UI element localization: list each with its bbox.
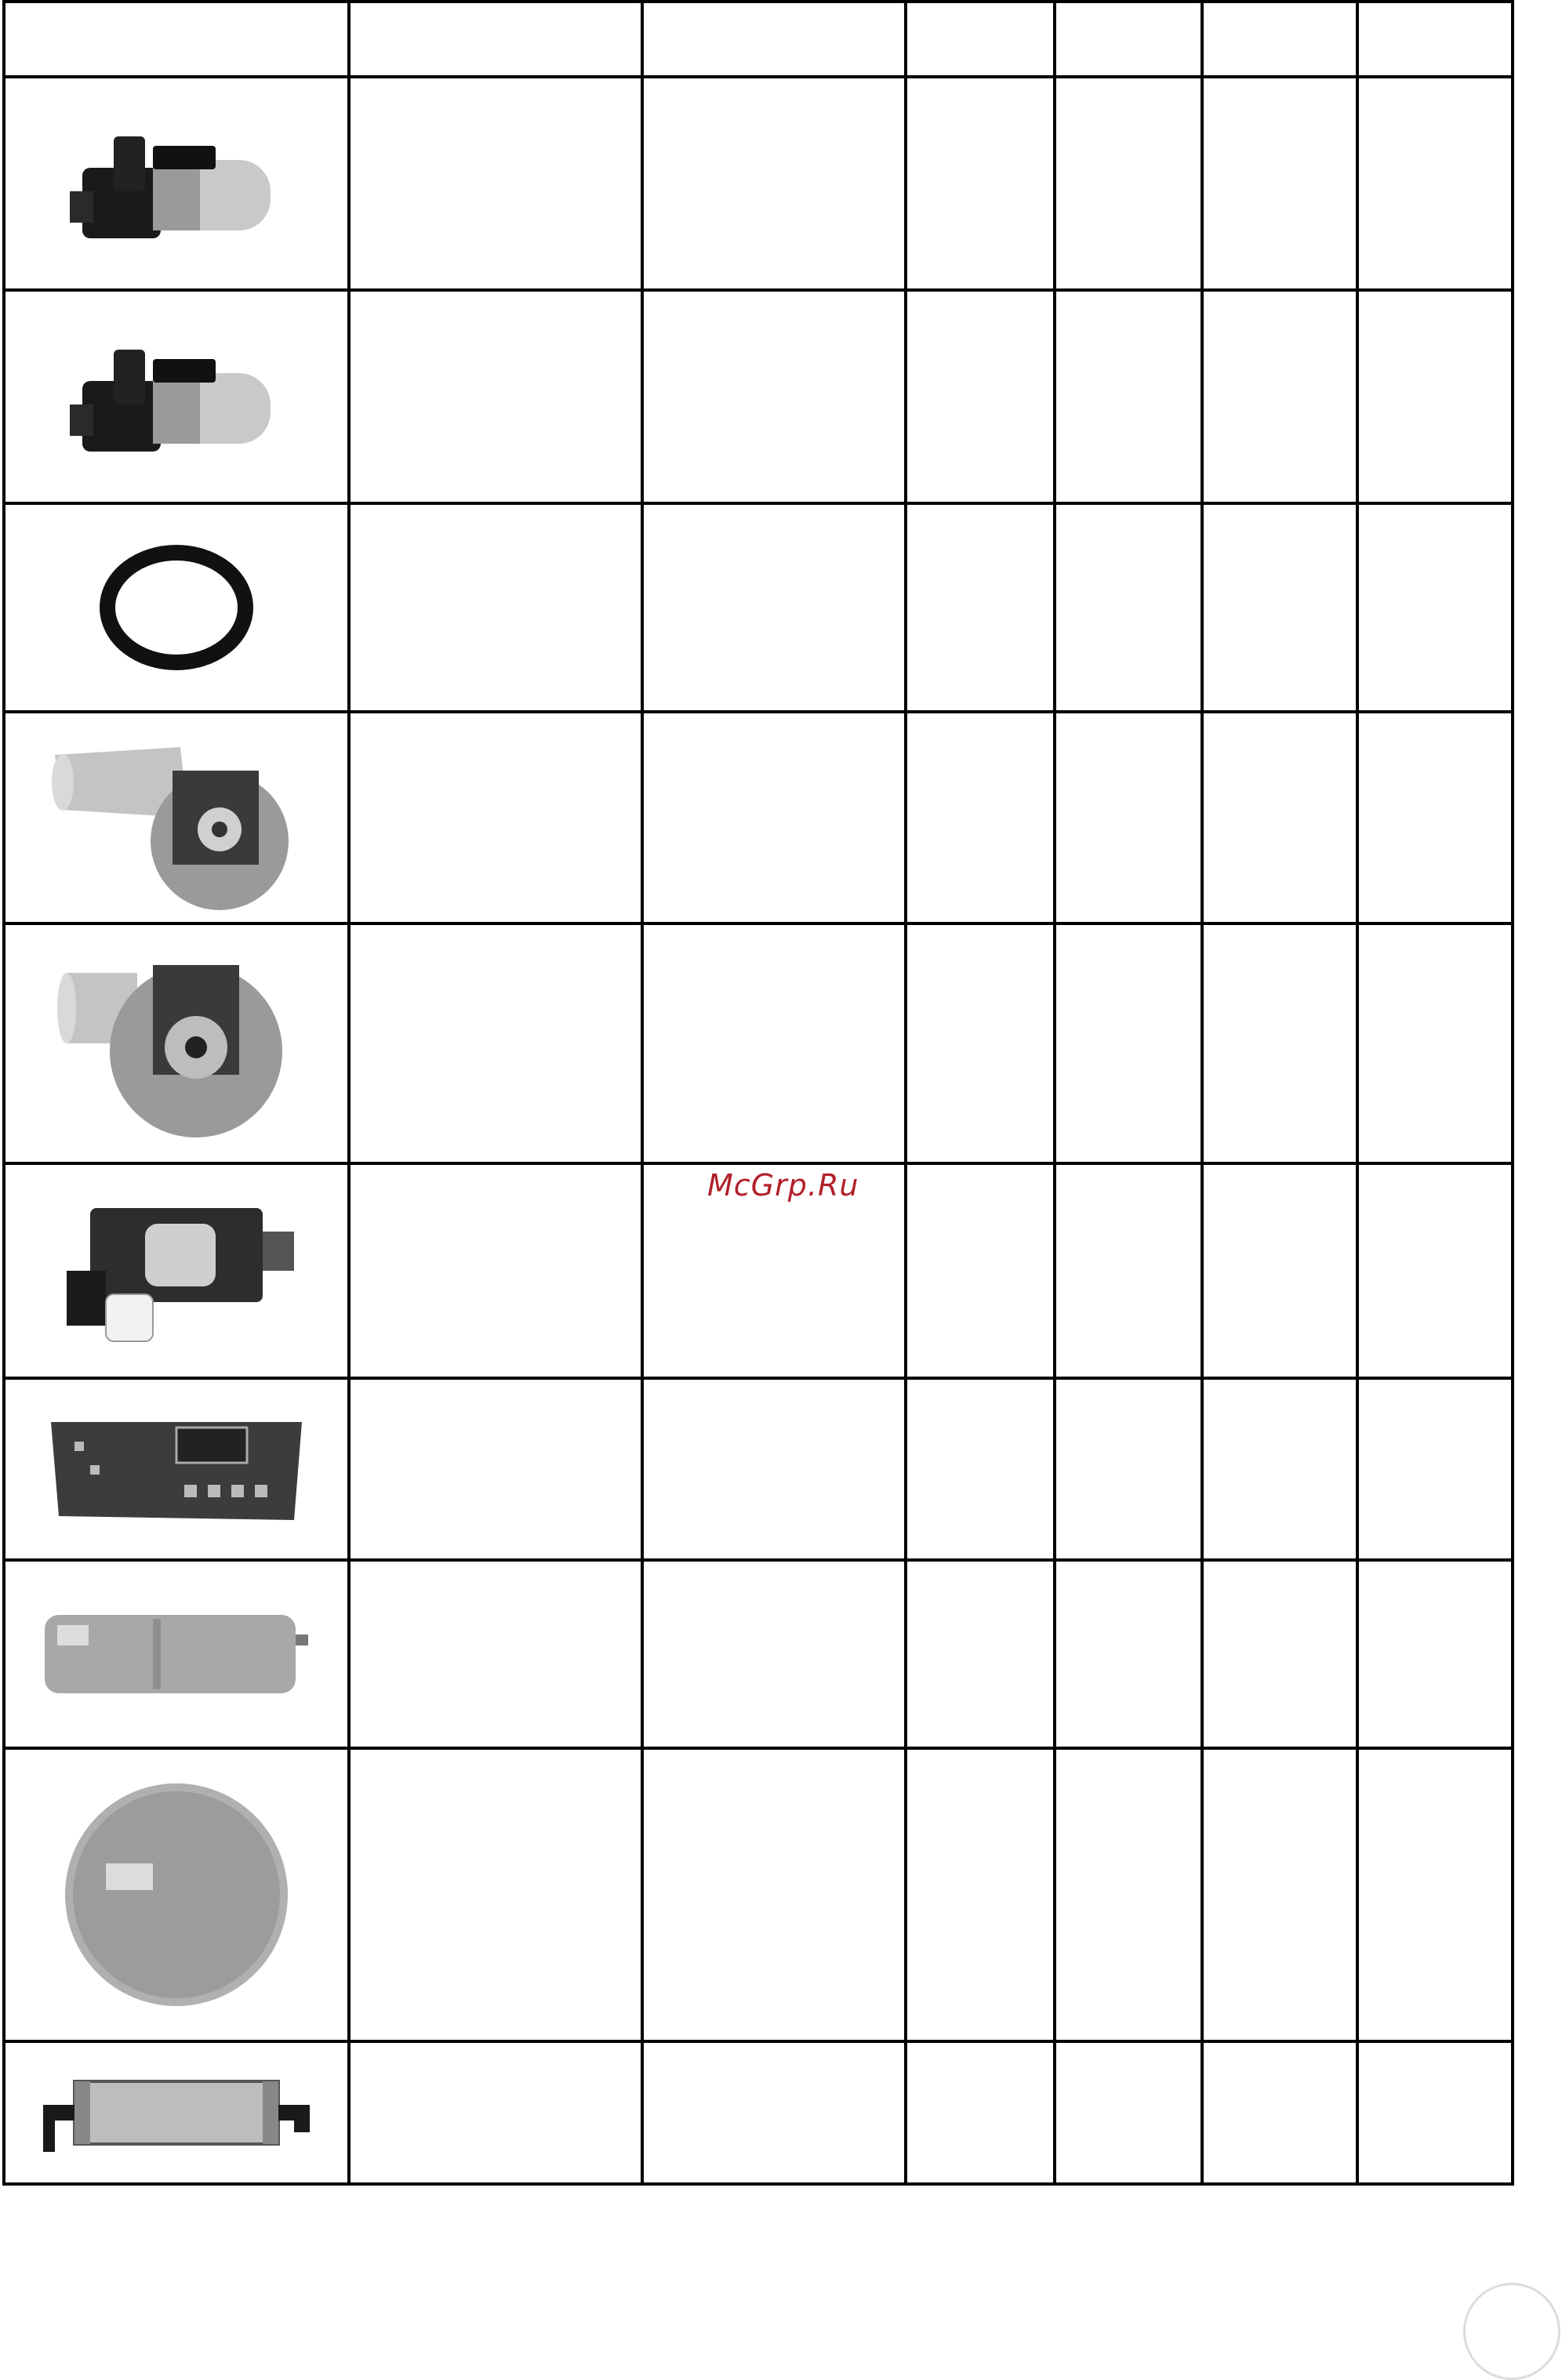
data-cell — [906, 290, 1055, 503]
data-cell — [1357, 290, 1513, 503]
header-cell — [4, 2, 349, 77]
header-cell — [906, 2, 1055, 77]
data-cell — [642, 1560, 906, 1748]
data-cell — [1055, 77, 1202, 290]
data-cell — [906, 712, 1055, 923]
data-cell — [1202, 1163, 1357, 1378]
data-cell — [349, 77, 642, 290]
table-row — [4, 77, 1513, 290]
data-cell — [1357, 1560, 1513, 1748]
data-cell — [1202, 1748, 1357, 2041]
data-cell — [906, 923, 1055, 1163]
data-cell — [349, 290, 642, 503]
data-cell — [906, 1163, 1055, 1378]
part-image-cell — [4, 290, 349, 503]
part-image-cell — [4, 77, 349, 290]
table-header-row — [4, 2, 1513, 77]
data-cell — [1357, 2041, 1513, 2184]
data-cell — [642, 2041, 906, 2184]
data-cell — [349, 1378, 642, 1560]
table-row — [4, 1378, 1513, 1560]
data-cell — [1357, 923, 1513, 1163]
header-cell — [1202, 2, 1357, 77]
data-cell — [1055, 2041, 1202, 2184]
data-cell — [1202, 503, 1357, 712]
data-cell — [1357, 503, 1513, 712]
page-number-circle — [1463, 2283, 1560, 2380]
o-ring-seal-icon — [90, 537, 263, 678]
part-image-cell — [4, 1163, 349, 1378]
data-cell — [1202, 1378, 1357, 1560]
table-row — [4, 503, 1513, 712]
table-row — [4, 1748, 1513, 2041]
table-row — [4, 712, 1513, 923]
header-cell — [349, 2, 642, 77]
table-row — [4, 2041, 1513, 2184]
data-cell — [349, 503, 642, 712]
gas-valve-icon — [43, 1185, 310, 1357]
data-cell — [1202, 290, 1357, 503]
part-image-cell — [4, 1560, 349, 1748]
data-cell — [906, 1378, 1055, 1560]
parts-table — [2, 0, 1514, 2186]
plate-heat-exchanger-icon — [27, 2062, 325, 2164]
data-cell — [906, 77, 1055, 290]
data-cell — [349, 1163, 642, 1378]
data-cell — [642, 712, 906, 923]
data-cell — [642, 503, 906, 712]
flat-expansion-tank-icon — [35, 1603, 318, 1705]
part-image-cell — [4, 712, 349, 923]
control-board-icon — [43, 1410, 310, 1528]
part-image-cell — [4, 923, 349, 1163]
data-cell — [1055, 1378, 1202, 1560]
data-cell — [349, 2041, 642, 2184]
data-cell — [906, 1560, 1055, 1748]
table-row — [4, 923, 1513, 1163]
data-cell — [1055, 1748, 1202, 2041]
watermark-text: McGrp.Ru — [707, 1168, 859, 1203]
part-image-cell — [4, 2041, 349, 2184]
data-cell — [1202, 923, 1357, 1163]
data-cell — [349, 1560, 642, 1748]
header-cell — [642, 2, 906, 77]
circulation-pump-icon — [51, 105, 302, 262]
table-row — [4, 1560, 1513, 1748]
fan-blower-icon — [31, 724, 321, 912]
data-cell — [1357, 1748, 1513, 2041]
data-cell — [906, 1748, 1055, 2041]
round-expansion-tank-icon — [59, 1777, 294, 2012]
part-image-cell — [4, 1748, 349, 2041]
data-cell — [349, 712, 642, 923]
circulation-pump-icon — [51, 318, 302, 475]
part-image-cell — [4, 1378, 349, 1560]
data-cell — [1357, 1163, 1513, 1378]
data-cell — [1357, 712, 1513, 923]
data-cell — [1357, 1378, 1513, 1560]
data-cell — [642, 923, 906, 1163]
data-cell — [1202, 77, 1357, 290]
part-image-cell — [4, 503, 349, 712]
data-cell — [1055, 1163, 1202, 1378]
data-cell — [1055, 503, 1202, 712]
data-cell — [906, 2041, 1055, 2184]
data-cell — [642, 77, 906, 290]
data-cell — [642, 290, 906, 503]
data-cell — [1055, 712, 1202, 923]
data-cell — [1357, 77, 1513, 290]
data-cell — [1055, 290, 1202, 503]
data-cell — [1202, 712, 1357, 923]
table-row — [4, 290, 1513, 503]
data-cell — [349, 1748, 642, 2041]
data-cell — [349, 923, 642, 1163]
header-cell — [1357, 2, 1513, 77]
data-cell — [642, 1748, 906, 2041]
data-cell — [1055, 1560, 1202, 1748]
header-cell — [1055, 2, 1202, 77]
data-cell — [1202, 1560, 1357, 1748]
data-cell — [1202, 2041, 1357, 2184]
data-cell — [642, 1378, 906, 1560]
fan-blower-icon — [51, 934, 302, 1153]
data-cell — [1055, 923, 1202, 1163]
data-cell — [906, 503, 1055, 712]
